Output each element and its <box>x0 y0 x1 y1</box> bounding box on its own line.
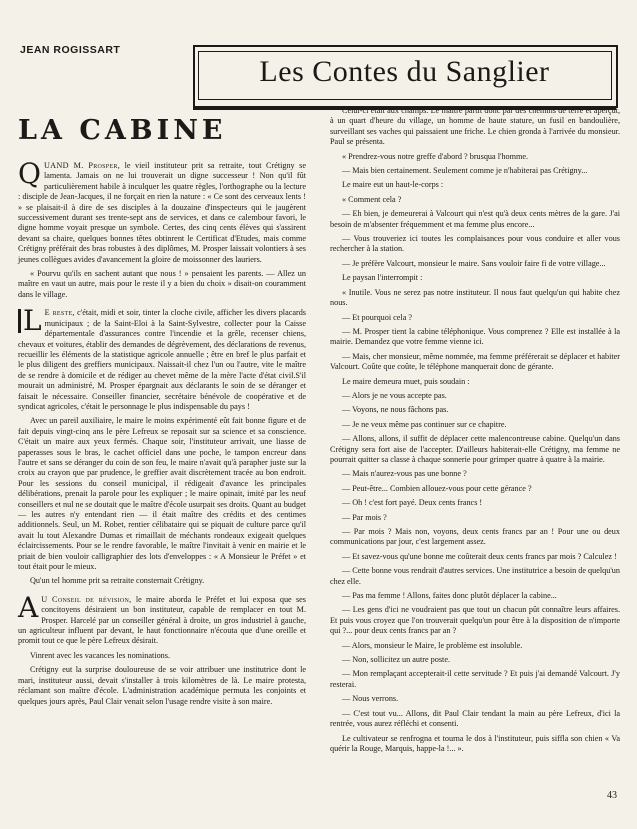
paragraph: — Mais bien certainement. Seulement comme je n'habiterai pas Crétigny... <box>342 166 588 176</box>
paragraph: — Et savez-vous qu'une bonne me coûterait deux cents francs par mois ? Calculez ! <box>342 551 617 561</box>
paragraph-text: Qu'un tel homme prit sa retraite consternait Crétigny. <box>30 576 205 586</box>
paragraph: Le paysan l'interrompit : <box>342 273 423 283</box>
paragraph-text: le maire aborda le Préfet et lui exposa que ses concitoyens désiraient un bon instituteur, capable de remplacer en tout M. Prosper. Harcelé par un conseiller général à droite, un gros industriel à gauche, un agriculteur influent par devant, le haut fonctionnaire n'écouta que d'une oreille et promit tout ce que le père Lefreux désirait. <box>18 594 306 646</box>
lead-in: U Conseil de révision, <box>41 594 132 604</box>
series-title: Les Contes du Sanglier <box>259 55 550 88</box>
story-title: LA CABINE <box>18 115 227 146</box>
paragraph: — Je préfère Valcourt, monsieur le maire. Sans vouloir faire fi de votre village... <box>342 258 606 268</box>
paragraph <box>18 304 306 412</box>
paragraph: — Oh ! c'est fort payé. Deux cents francs ! <box>342 498 483 508</box>
paragraph <box>18 651 306 661</box>
paragraph: — Par mois ? <box>342 512 387 522</box>
drop-cap: A <box>18 590 39 624</box>
paragraph: — M. Prosper tient la cabine téléphonique. Vous comprenez ? Elle est installée à la mairie. Demandez que votre femme vienne ici. <box>330 326 620 347</box>
paragraph <box>18 269 306 300</box>
paragraph: — Alors je ne vous accepte pas. <box>342 390 447 400</box>
paragraph: — Par mois ? Mais non, voyons, deux cents francs par an ! Pour une ou deux communications par jour, c'est largement assez. <box>330 527 620 547</box>
paragraph: Le maire eut un haut-le-corps : <box>342 180 444 190</box>
paragraph <box>18 416 306 572</box>
paragraph-text: Avec un pareil auxiliaire, le maire le moins expérimenté eût fait bonne figure et de fait depuis vingt-cinq ans le père Lefreux se reposait sur sa science et sa conscience. C'était un maire aux yeux fermés. Chaque soir, l'instituteur arrivait, une liasse de paperasses sous le bras, le cachet officiel dans une poche, le tampon encreur dans l'autre et sans se déranger du coin de son feu, le maire n'avait qu'à parapher juste sur la croix au crayon que par prudence, le greffier avait discrètement tracée au bon endroit. Pour les sessions du conseil municipal, il rédigeait d'avance les principales délibérations, prenait la parole pour les expliquer ; le maire opinait, imité par les neuf conseillers et nul ne se doutait que le maître d'école usurpait ses droits. Quant au budget — les autres n'y entendant rien — il était maître des crédits et des centimes additionnels. Seul, un M. Robet, rentier célibataire qui se piquait de culture parce qu'il avait lu tout Alexandre Dumas et rimaillait de méchants rondeaux exigeait quelques éclaircissements. Pour se le rendre favorable, le maître l'invitait à venir en mairie et le priait de bien vouloir calligraphier des lots d'enveloppes : « A Monsieur le Préfet » et tout était pour le mieux. <box>18 416 306 572</box>
lead-in: E reste, <box>44 308 75 318</box>
author-name: JEAN ROGISSART <box>20 44 121 56</box>
paragraph: — Mais, cher monsieur, même nommée, ma femme préférerait se déplacer et habiter Valcourt. Coûte que coûte, le téléphone manquerait donc de gérante. <box>330 351 620 372</box>
page-number: 43 <box>607 790 617 801</box>
paragraph: Le maire demeura muet, puis soudain : <box>342 376 470 386</box>
drop-cap: Q <box>18 157 41 190</box>
paragraph: — Cette bonne vous rendrait d'autres services. Une institutrice a besoin de quelqu'un chez elle. <box>330 566 620 586</box>
paragraph <box>18 590 306 647</box>
paragraph-text: Crétigny eut la surprise douloureuse de se voir attribuer une institutrice dont le mari, instituteur aussi, devait s'installer à trois kilomètres de là. Le maire protesta, réclamant son maître d'école. L'administration académique permuta les conjoints et quelques jours après, Paul Clair venait selon l'usage rendre visite à son maire. <box>18 665 306 706</box>
paragraph: « Inutile. Vous ne serez pas notre instituteur. Il nous faut quelqu'un qui habite chez nous. <box>330 287 620 308</box>
paragraph-text: Vinrent avec les vacances les nominations. <box>30 650 171 660</box>
paragraph: — Voyons, ne nous fâchons pas. <box>342 405 449 415</box>
paragraph <box>18 665 306 707</box>
paragraph: Le cultivateur se renfrogna et tourna le dos à l'instituteur, puis siffla son chien « Va quérir la Rouge, Marquis, happe-la !... ». <box>330 733 620 753</box>
paragraph: — Vous trouveriez ici toutes les complaisances pour vous conduire et aller vous rechercher à la station. <box>330 234 620 254</box>
paragraph: — C'est tout vu... Allons, dit Paul Clair tendant la main au père Lefreux, d'ici la rentrée, vous aurez réfléchi et consenti. <box>330 708 620 729</box>
paragraph: — Mais n'aurez-vous pas une bonne ? <box>342 469 467 479</box>
paragraph: — Alors, monsieur le Maire, le problème est insoluble. <box>342 640 523 650</box>
paragraph <box>18 157 306 265</box>
series-banner <box>193 45 616 112</box>
paragraph: — Eh bien, je demeurerai à Valcourt qui n'est qu'à deux cents mètres de la gare. J'ai besoin de m'absenter fréquemment et ma femme plus encore... <box>330 209 620 229</box>
paragraph: « Comment cela ? <box>342 194 402 204</box>
paragraph: — Mon remplaçant accepterait-il cette servitude ? Et puis j'ai demandé Valcourt. J'y resterai. <box>330 669 620 689</box>
paragraph: — Allons, allons, il suffit de déplacer cette malencontreuse cabine. Quelqu'un dans Crétigny sera fort aise de l'accepter. D'ailleurs habiterait-elle Crétigny, ma femme ne pourrait quitter sa classe à chaque sonnerie pour grimper quatre à quatre à la mairie. <box>330 434 620 464</box>
drop-cap: L <box>18 309 45 333</box>
paragraph: — Pas ma femme ! Allons, faites donc plutôt déplacer la cabine... <box>342 591 557 601</box>
paragraph-text: c'était, midi et soir, tinter la cloche civile, afficher les divers placards municipaux ; de la Saint-Eloi à la Saint-Sylvestre, collecter pour la Caisse départementale d'assurances contre l'incendie et la grêle, recenser chiens, chevaux et voitures, établir des demandes de dégrèvement, des déclarations de revenus, recueillir les éléments de la statistique agricole annuelle ; être en bref le plus parfait et le plus diligent des greffiers municipaux. Naissait-il chez l'un ou l'autre, vite le maître de se rendre à domicile et de rédiger au chevet même de la mère l'acte d'état civil.S'il mourait un administré, M. Prosper épargnait aux déclarants le soin de se déranger et faisait le nécessaire. Conseiller financier, secrétaire bénévole de coopérative et de syndicat agricoles, c'était le personnage le plus indispensable du pays ! <box>18 308 306 411</box>
paragraph: — Non, sollicitez un autre poste. <box>342 655 451 665</box>
paragraph: — Je ne veux même pas continuer sur ce chapitre. <box>342 419 507 429</box>
paragraph: Celui-ci était aux champs. Le maître partit donc par des chemins de terre et aperçut, à un quart d'heure du village, un homme de haute stature, un fusil en bandoulière, surveillant ses vaches qui paissaient une friche. Le chien gronda à l'arrivée du monsieur. Paul se présenta. <box>330 106 620 147</box>
left-column <box>18 153 306 711</box>
right-column <box>330 106 620 758</box>
paragraph: — Et pourquoi cela ? <box>342 312 413 322</box>
paragraph: « Prendrez-vous notre greffe d'abord ? brusqua l'homme. <box>342 151 529 161</box>
paragraph <box>18 576 306 586</box>
paragraph-text: « Pourvu qu'ils en sachent autant que nous ! » pensaient les parents. — Allez un maître en vaut un autre, mais pour le reste il y a bien du choix » disait-on couramment dans le village. <box>18 269 306 299</box>
paragraph-text: le vieil instituteur prit sa retraite, tout Crétigny se lamenta. Jamais on ne lui trouverait un digne successeur ! Non qu'il fût particulièrement habile à inculquer les quatre règles, l'orthographe ou la lecture : disciple de Jean-Jacques, il ne forçait en rien la nature : « Ce sont des cerveaux lents ! » se plaisait-il à dire de ses disciples à la douzaine d'inspecteurs qui le jaugèrent successivement durant ses trente-sept ans de services, et dans ce calembour favori, le digne homme voyait presque un symbole. Certes, des cinq cents élèves qui s'assirent devant sa chaire, quelques bonnes têtes obtinrent le Certificat d'Etudes, mais comme Crétigny préférait des bras robustes à des diplômes, M. Prosper laissait volontiers à ses jeunes collègues avides d'avancement la gloire de moissonner des lauriers. <box>18 161 306 264</box>
paragraph: — Nous verrons. <box>342 694 399 704</box>
paragraph: — Peut-être... Combien allouez-vous pour cette gérance ? <box>342 483 532 493</box>
lead-in: UAND M. Prosper, <box>43 161 121 170</box>
paragraph: — Les gens d'ici ne voudraient pas que tout un chacun pût connaître leurs affaires. Et puis vous croyez que l'on trouverait quelqu'un pour être à la disposition de n'importe qui ?... pour deux cents francs par an ? <box>330 605 620 636</box>
